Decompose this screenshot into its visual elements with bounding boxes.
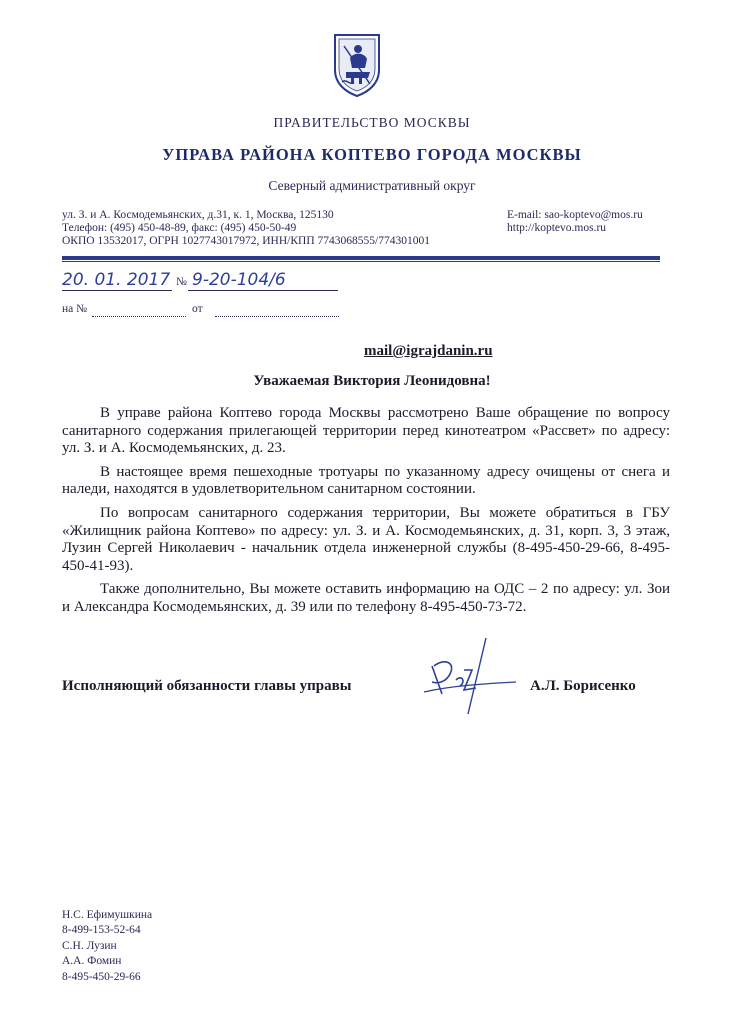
greeting: Уважаемая Виктория Леонидовна!	[253, 373, 491, 389]
paragraph: В управе района Коптево города Москвы рассмотрено Ваше обращение по вопросу санитарного содержания прилегающей территории перед кинотеатром «Рассвет» по адресу: ул. З. и А. Космодемьянских, д. 23.	[62, 405, 670, 457]
paragraph: В настоящее время пешеходные тротуары по указанному адресу очищены от снега и наледи, находятся в удовлетворительном санитарном состоянии.	[62, 463, 670, 498]
handwritten-date: 20. 01. 2017	[62, 270, 171, 290]
moscow-coat-of-arms-icon	[332, 32, 382, 98]
reply-to-label: на №	[62, 303, 88, 315]
organization-name: УПРАВА РАЙОНА КОПТЕВО ГОРОДА МОСКВЫ	[162, 145, 582, 164]
phone-text: Телефон: (495) 450-48-89, факс: (495) 450-50-49	[62, 222, 297, 234]
executor-line: 8-499-153-52-64	[62, 924, 141, 937]
from-label: от	[192, 303, 203, 315]
government-heading: ПРАВИТЕЛЬСТВО МОСКВЫ	[273, 115, 471, 130]
recipient-email: mail@igrajdanin.ru	[364, 343, 493, 359]
paragraph: Также дополнительно, Вы можете оставить информацию на ОДС – 2 по адресу: ул. Зои и Александра Космодемьянских, д. 39 или по телефону 8-495-450-73-72.	[62, 581, 670, 615]
executors-list	[62, 908, 152, 985]
date-line	[62, 290, 172, 291]
reply-to-line	[92, 315, 186, 317]
executor-line: А.А. Фомин	[62, 955, 122, 968]
executor-line: С.Н. Лузин	[62, 939, 117, 952]
signatory-title: Исполняющий обязанности главы управы	[62, 678, 352, 694]
header-divider-thin	[62, 261, 660, 262]
handwritten-signature	[420, 636, 530, 716]
district-name: Северный административный округ	[268, 178, 476, 193]
number-label: №	[176, 276, 187, 288]
registry-codes: ОКПО 13532017, ОГРН 1027743017972, ИНН/КПП 7743068555/774301001	[62, 235, 430, 247]
executor-line: Н.С. Ефимушкина	[62, 909, 153, 921]
contact-block	[62, 209, 430, 248]
letter-body	[62, 405, 670, 623]
signatory-name: А.Л. Борисенко	[530, 678, 636, 694]
from-line	[215, 315, 339, 317]
email-text: E-mail: sao-koptevo@mos.ru	[507, 209, 643, 221]
contact-online-block	[507, 209, 643, 235]
handwritten-number: 9-20-104/6	[192, 270, 286, 290]
header-divider	[62, 256, 660, 260]
executor-line: 8-495-450-29-66	[62, 970, 141, 983]
address-text: ул. З. и А. Космодемьянских, д.31, к. 1, Москва, 125130	[62, 209, 334, 221]
website-text: http://koptevo.mos.ru	[507, 222, 607, 234]
paragraph: По вопросам санитарного содержания территории, Вы можете обратиться в ГБУ «Жилищник района Коптево» по адресу: ул. З. и А. Космодемьянских, д. 31, корп. 3, 3 этаж, Лузин Сергей Николаевич - начальник отдела инженерной службы (8-495-450-29-66, 8-495-450-41-93).	[62, 504, 670, 574]
number-line	[188, 290, 338, 291]
